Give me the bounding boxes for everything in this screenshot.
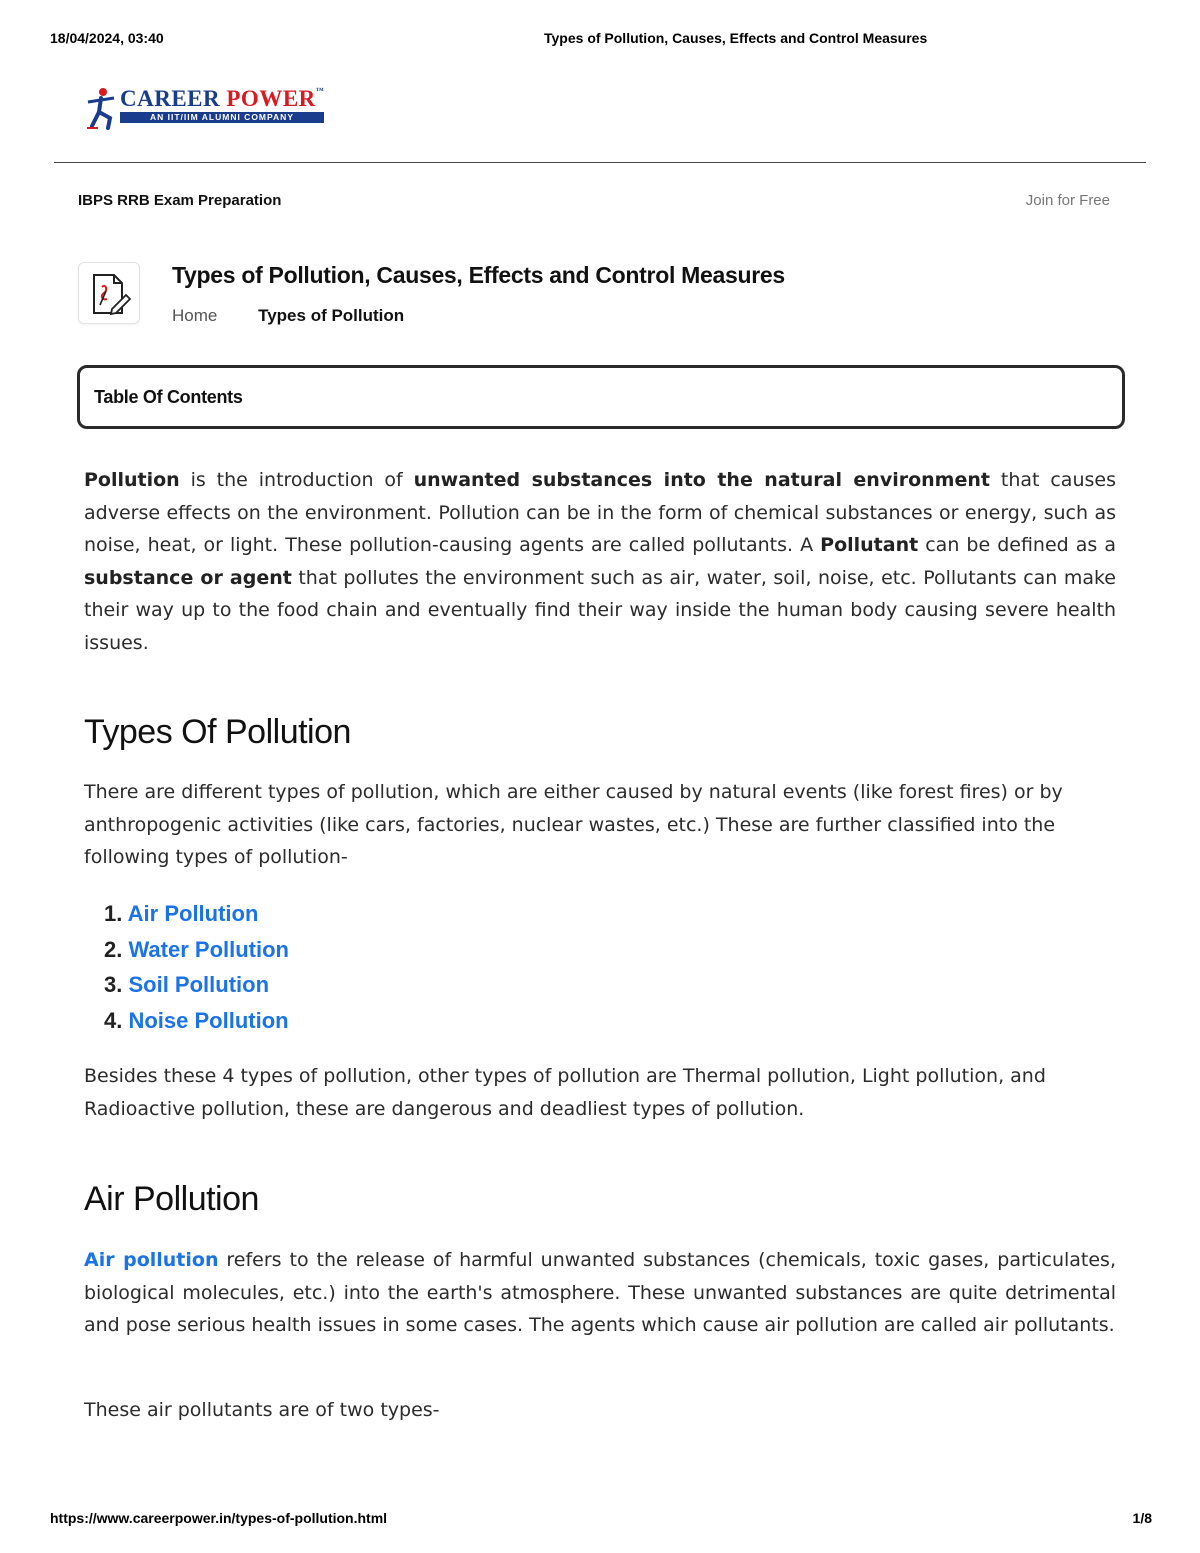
print-header bbox=[50, 30, 1152, 50]
breadcrumb bbox=[172, 306, 404, 326]
list-number: 1. bbox=[104, 901, 123, 926]
intro-bold-unwanted: unwanted substances into the natural environment bbox=[413, 469, 990, 491]
intro-text-4: that pollutes the environment such as air, water, soil, noise, etc. Pollutants can make their way up to the food chain and eventually find their way inside the human body causing severe health issues. bbox=[84, 566, 1116, 654]
intro-bold-substance: substance or agent bbox=[84, 566, 292, 589]
intro-text-3: can be defined as a bbox=[918, 534, 1117, 556]
logo-trademark: ™ bbox=[315, 86, 325, 95]
types-paragraph: There are different types of pollution, which are either caused by natural events (like forest fires) or by anthropogenic activities (like cars, factories, nuclear wastes, etc.) These are further classified into the following types of pollution- bbox=[84, 781, 1063, 868]
air-pollution-heading: Air Pollution bbox=[84, 1180, 259, 1218]
list-item bbox=[104, 896, 289, 932]
page-title: Types of Pollution, Causes, Effects and Control Measures bbox=[172, 262, 785, 288]
two-types-paragraph: These air pollutants are of two types- bbox=[84, 1399, 440, 1421]
intro-text-2: that causes adverse effects on the environment. Pollution can be in the form of chemical substances or energy, such as noise, heat, or light. These pollution-causing agents are called pollutants. A bbox=[84, 469, 1116, 556]
print-doc-title: Types of Pollution, Causes, Effects and Control Measures bbox=[544, 30, 928, 46]
air-pollution-text: refers to the release of harmful unwanted substances (chemicals, toxic gases, particulates, biological molecules, etc.) into the earth's atmosphere. These unwanted substances are quite detrimental and pose serious health issues in some cases. The agents which cause air pollution are called air pollutants. bbox=[84, 1249, 1116, 1336]
list-number: 2. bbox=[104, 936, 123, 962]
print-datetime: 18/04/2024, 03:40 bbox=[50, 30, 164, 46]
runner-logo-icon bbox=[84, 86, 118, 130]
types-heading: Types Of Pollution bbox=[84, 713, 351, 751]
page-number: 1/8 bbox=[1132, 1510, 1152, 1526]
air-pollution-link[interactable]: Air Pollution bbox=[127, 901, 259, 926]
intro-text-1: is the introduction of bbox=[179, 469, 414, 491]
print-footer bbox=[50, 1510, 1152, 1530]
air-pollution-paragraph bbox=[84, 1244, 1116, 1342]
document-edit-icon bbox=[78, 262, 140, 324]
logo-brand bbox=[120, 86, 324, 112]
soil-pollution-link[interactable]: Soil Pollution bbox=[128, 972, 270, 997]
water-pollution-link[interactable]: Water Pollution bbox=[128, 936, 289, 962]
list-number: 4. bbox=[104, 1007, 123, 1033]
logo-tagline: AN IIT/IIM ALUMNI COMPANY bbox=[120, 112, 324, 123]
pollution-types-list bbox=[104, 896, 289, 1038]
logo-word-power: POWER bbox=[226, 86, 316, 111]
toc-label: Table Of Contents bbox=[94, 387, 243, 407]
subnav-bar bbox=[78, 192, 1110, 214]
logo-word-career: CAREER bbox=[120, 86, 221, 111]
intro-bold-pollutant: Pollutant bbox=[820, 534, 919, 556]
table-of-contents-toggle[interactable] bbox=[77, 365, 1125, 429]
list-number: 3. bbox=[104, 972, 123, 997]
intro-bold-pollution: Pollution bbox=[84, 469, 180, 491]
intro-paragraph bbox=[84, 464, 1116, 659]
list-item bbox=[104, 1003, 289, 1039]
section-link[interactable]: IBPS RRB Exam Preparation bbox=[78, 192, 282, 209]
print-url: https://www.careerpower.in/types-of-pollution.html bbox=[50, 1510, 388, 1526]
noise-pollution-link[interactable]: Noise Pollution bbox=[128, 1007, 289, 1033]
join-free-button[interactable]: Join for Free bbox=[1025, 192, 1110, 209]
career-power-logo[interactable] bbox=[84, 86, 334, 132]
list-item bbox=[104, 932, 289, 968]
header-divider bbox=[54, 162, 1146, 163]
breadcrumb-current: Types of Pollution bbox=[258, 306, 405, 325]
list-item bbox=[104, 967, 289, 1003]
article-header bbox=[78, 262, 1078, 328]
air-pollution-inline-link[interactable]: Air pollution bbox=[84, 1249, 219, 1271]
breadcrumb-home[interactable]: Home bbox=[172, 306, 218, 325]
besides-paragraph: Besides these 4 types of pollution, other types of pollution are Thermal pollution, Light pollution, and Radioactive pollution, these are dangerous and deadliest types of pollution. bbox=[84, 1065, 1046, 1120]
